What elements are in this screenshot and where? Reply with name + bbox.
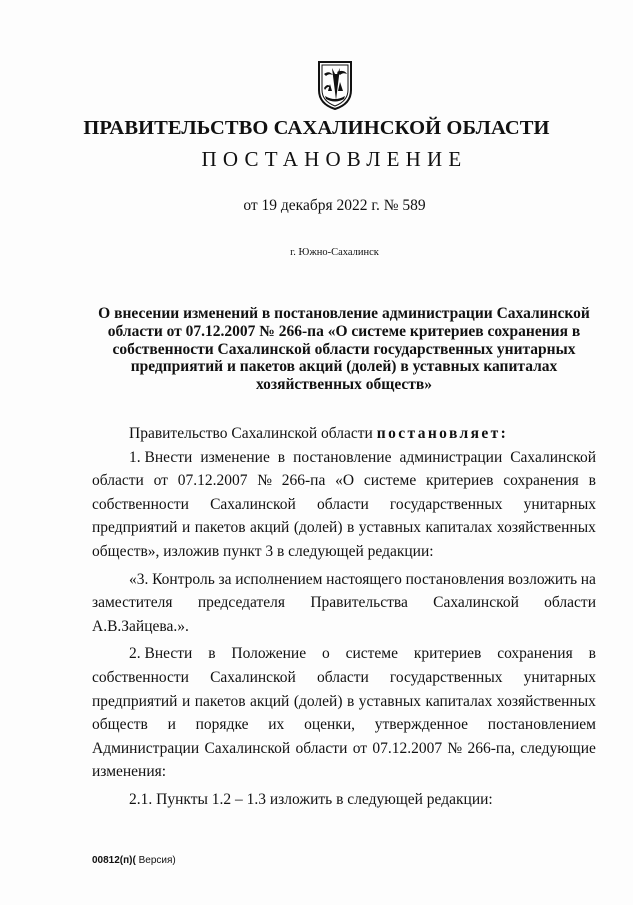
word: от: [153, 472, 168, 490]
word: сохранения: [503, 472, 579, 490]
word: системе: [345, 645, 398, 663]
justified-line: [92, 713, 596, 737]
heading-line: области от 07.12.2007 № 266-па «О системе критериев сохранения в: [107, 322, 581, 340]
word: унитарных: [523, 495, 596, 513]
document-city: г. Южно-Сахалинск: [290, 247, 379, 258]
word: государственных: [389, 495, 503, 513]
word: оценки,: [304, 716, 355, 734]
word: и: [181, 692, 191, 710]
justified-line: [92, 516, 596, 540]
word: в: [346, 692, 355, 710]
word: №: [447, 739, 463, 757]
word: 07.12.2007: [372, 739, 443, 757]
footer-version-label: Версия): [135, 855, 176, 866]
paragraph-2: [92, 568, 596, 615]
word: постановление: [293, 448, 392, 466]
word: акций: [250, 519, 290, 537]
word: области: [316, 495, 369, 513]
word: (долей): [293, 692, 343, 710]
word: собственности: [92, 668, 189, 686]
word: изменение: [200, 448, 270, 466]
word: возложить: [508, 570, 578, 588]
justified-line: [92, 737, 596, 761]
word: собственности: [92, 495, 189, 513]
sakhalin-coat-of-arms-icon: [316, 60, 354, 110]
paragraph-1-last-line: обществ», изложив пункт 3 в следующей редакции:: [92, 542, 434, 560]
word: 266-па: [281, 472, 326, 490]
word: критериев: [426, 472, 494, 490]
justified-line: [92, 591, 596, 615]
word: за: [218, 570, 232, 588]
document-body: [92, 422, 596, 812]
word: уставных: [358, 692, 422, 710]
justified-line: [92, 568, 596, 592]
paragraph-3-last-line: изменения:: [92, 763, 167, 781]
word: утвержденное: [374, 716, 469, 734]
word: хозяйственных: [496, 519, 596, 537]
word: 07.12.2007: [177, 472, 248, 490]
word: акций: [250, 692, 290, 710]
word: 2. Внести: [129, 645, 193, 663]
document-heading: [92, 305, 596, 394]
word: в: [208, 645, 216, 663]
word: Сахалинской: [204, 739, 291, 757]
heading-line: предприятий и пакетов акций (долей) в уставных капиталах: [130, 358, 558, 376]
word: администрации: [399, 448, 503, 466]
footer-code: 00812(п)(: [92, 855, 136, 866]
word: обществ: [92, 716, 148, 734]
word: 1. Внести: [129, 448, 193, 466]
word: Сахалинской: [510, 448, 596, 466]
document-type: ПОСТАНОВЛЕНИЕ: [201, 147, 468, 171]
heading-line: хозяйственных обществ»: [255, 376, 433, 394]
word: «3.: [129, 570, 149, 588]
intro-resolves: постановляет:: [376, 425, 509, 442]
word: в: [346, 519, 355, 537]
word: о: [321, 645, 330, 663]
word: Контроль: [152, 570, 215, 588]
word: системе: [363, 472, 417, 490]
justified-line: [92, 446, 596, 470]
justified-line: [92, 642, 596, 666]
government-title: ПРАВИТЕЛЬСТВО САХАЛИНСКОЙ ОБЛАСТИ: [83, 117, 550, 139]
word: заместителя: [92, 594, 173, 612]
word: критериев: [413, 645, 482, 663]
word: порядке: [195, 716, 249, 734]
word: пакетов: [194, 519, 246, 537]
word: предприятий: [92, 692, 178, 710]
justified-line: [92, 469, 596, 493]
word: капиталах: [425, 519, 493, 537]
word: Сахалинской: [210, 668, 296, 686]
word: 266-па,: [467, 739, 515, 757]
justified-line: [92, 666, 596, 690]
word: Сахалинской: [433, 594, 519, 612]
word: капиталах: [425, 692, 493, 710]
paragraph-4: 2.1. Пункты 1.2 – 1.3 изложить в следующей редакции:: [129, 790, 493, 808]
paragraph-1: [92, 446, 596, 540]
intro-text: Правительство Сахалинской области: [129, 425, 373, 442]
word: в: [277, 448, 286, 466]
word: в: [588, 645, 596, 663]
word: Сахалинской: [210, 495, 296, 513]
word: государственных: [389, 668, 503, 686]
word: исполнением: [235, 570, 323, 588]
word: председателя: [197, 594, 286, 612]
word: в: [588, 472, 596, 490]
word: предприятий: [92, 519, 178, 537]
word: от: [352, 739, 368, 757]
word: постановлением: [487, 716, 596, 734]
word: и: [167, 716, 176, 734]
word: Правительства: [310, 594, 408, 612]
word: области: [316, 668, 369, 686]
word: и: [181, 519, 191, 537]
word: их: [268, 716, 285, 734]
justified-line: [92, 690, 596, 714]
heading-line: собственности Сахалинской области государственных унитарных: [112, 340, 576, 358]
word: настоящего: [326, 570, 402, 588]
word: №: [257, 472, 272, 490]
word: Администрации: [92, 739, 200, 757]
word: хозяйственных: [496, 692, 596, 710]
paragraph-2-last-line: А.В.Зайцева.».: [92, 617, 189, 635]
word: Положение: [231, 645, 307, 663]
word: сохранения: [497, 645, 573, 663]
footer-version: [92, 855, 176, 866]
word: на: [580, 570, 596, 588]
word: постановления: [405, 570, 505, 588]
paragraph-3: [92, 642, 596, 760]
heading-line: О внесении изменений в постановление администрации Сахалинской: [98, 305, 590, 322]
word: области: [544, 594, 596, 612]
word: уставных: [358, 519, 422, 537]
justified-line: [92, 493, 596, 517]
word: области: [295, 739, 348, 757]
word: «О: [335, 472, 355, 490]
document-date-number: от 19 декабря 2022 г. № 589: [243, 197, 426, 214]
word: следующие: [520, 739, 596, 757]
word: (долей): [293, 519, 343, 537]
intro-paragraph: [92, 422, 596, 446]
word: унитарных: [523, 668, 596, 686]
word: области: [92, 472, 144, 490]
word: пакетов: [194, 692, 246, 710]
